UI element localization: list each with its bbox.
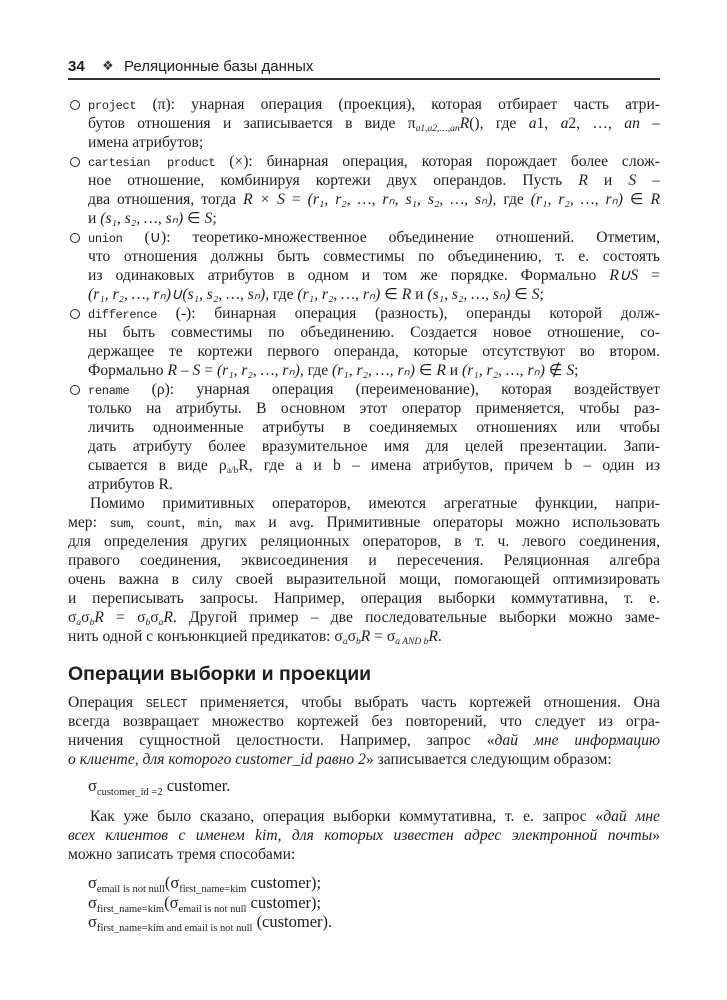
text-run: σ: [88, 873, 97, 892]
list-item: [68, 304, 660, 380]
text-line: [68, 589, 660, 608]
text-run: (×): бинарная операция, которая порождает более слож-: [215, 153, 660, 170]
code-term: difference: [88, 308, 158, 322]
text-run: (), где: [469, 115, 529, 132]
list-item: [68, 95, 660, 152]
text-run: можно записать тремя способами:: [68, 846, 296, 863]
text-line: [88, 114, 660, 133]
text-run: очень важна в силу своей выразительной мощи, помогающей оптимизировать: [68, 571, 660, 588]
text-line: [68, 693, 660, 712]
text-run: R: [428, 628, 438, 645]
subscript: first_name=kim and email is not null: [96, 923, 253, 934]
text-run: S: [628, 172, 637, 189]
text-run: (s₁, s₂, …, sₙ): [100, 210, 184, 227]
text-run: дай мне: [603, 808, 660, 825]
list-item: [68, 228, 660, 304]
list-item: [68, 152, 660, 228]
text-run: R: [578, 172, 588, 189]
text-run: только на атрибуты. В основном этот оператор применяется, чтобы раз-: [88, 400, 660, 417]
text-run: customer);: [246, 893, 322, 912]
text-run: customer.: [162, 776, 231, 795]
text-run: (σ: [164, 873, 180, 892]
text-run: дай мне информацию: [494, 732, 660, 749]
code-term: count: [146, 517, 182, 531]
text-line: [88, 95, 660, 114]
text-run: σ: [347, 628, 356, 645]
text-run: , где: [492, 191, 531, 208]
header-rule: [68, 78, 660, 80]
text-run: и: [88, 210, 101, 227]
section-heading: Операции выборки и проекции: [68, 663, 372, 685]
text-line: [88, 285, 660, 304]
text-run: R: [94, 609, 104, 626]
text-run: ;: [574, 362, 579, 379]
text-run: » записывается следующим образом:: [365, 751, 612, 768]
text-run: Операция: [68, 694, 146, 711]
text-run: R: [360, 628, 371, 645]
text-line: [88, 152, 660, 171]
text-line: [88, 247, 660, 266]
code-term: min: [197, 517, 219, 531]
text-line: [68, 845, 660, 864]
text-run: и переписывать запросы. Например, операция выборки коммутативна, т. е.: [68, 590, 660, 607]
text-line: [88, 304, 660, 323]
text-run: держащее те кортежи первого операнда, которые отсутствуют во втором.: [88, 343, 660, 360]
text-line: [68, 608, 660, 627]
text-run: S: [204, 210, 213, 227]
text-run: ,: [130, 514, 147, 531]
subscript: email is not null: [96, 884, 165, 895]
text-run: и: [411, 286, 428, 303]
text-run: Как уже было сказано, операция выборки коммутативна, т. е. запрос «: [90, 808, 604, 825]
bullet-circle-icon: [70, 233, 80, 243]
text-line: [68, 712, 660, 731]
text-line: [88, 209, 660, 228]
code-term: max: [235, 517, 256, 531]
text-run: ,: [218, 514, 236, 531]
text-run: σ: [88, 912, 97, 931]
text-run: S: [566, 362, 575, 379]
bullet-circle-icon: [70, 157, 80, 167]
text-run: (-): бинарная операция (разность), операнды которой долж-: [157, 305, 660, 322]
bullet-circle-icon: [70, 100, 80, 110]
page-number: 34: [68, 57, 85, 75]
text-run: применяется, чтобы выбрать часть кортежей отношения. Она: [187, 694, 660, 711]
text-run: и: [587, 172, 629, 189]
subscript: a AND b: [395, 637, 429, 646]
operator-bullet-list: [68, 95, 660, 494]
text-run: и: [255, 514, 290, 531]
text-run: R, где a и b – имена атрибутов, причем b – один из: [238, 457, 660, 474]
text-run: что отношения должны быть совместимы по объединению, т. е. состоять: [88, 248, 660, 265]
text-line: [68, 551, 660, 570]
text-run: Помимо примитивных операторов, имеются агрегатные функции, напри-: [90, 495, 660, 512]
text-line: [88, 342, 660, 361]
text-run: R × S: [243, 191, 285, 208]
text-line: [88, 437, 660, 456]
text-run: , где: [299, 362, 333, 379]
chapter-title: Реляционные базы данных: [124, 57, 314, 75]
subscript: b: [89, 618, 95, 627]
text-line: [88, 228, 660, 247]
text-run: (s₁, s₂, …, sₙ): [427, 286, 511, 303]
text-run: (customer).: [252, 912, 333, 931]
text-run: = σ: [103, 609, 146, 626]
text-run: всех клиентов с именем kim, для которых известен адрес электронной почты: [68, 827, 653, 844]
text-run: an: [624, 115, 640, 132]
text-line: [68, 513, 660, 532]
text-run: »: [652, 827, 660, 844]
text-run: ны быть совместимы по объединению. Создается новое отношение, со-: [88, 324, 660, 341]
text-run: =: [200, 362, 217, 379]
text-line: [68, 807, 660, 826]
text-run: мер:: [68, 514, 110, 531]
code-term: project: [88, 99, 137, 113]
text-run: имена атрибутов;: [88, 134, 204, 151]
text-run: из одинаковых атрибутов в одном и том же порядке. Формально: [88, 267, 610, 284]
text-run: (σ: [164, 893, 179, 912]
text-line: [68, 494, 660, 513]
text-line: [88, 475, 660, 494]
text-run: ;: [212, 210, 217, 227]
subscript: first_name=kim: [96, 904, 165, 915]
text-run: (r₁, r₂, …, rₙ): [462, 362, 545, 379]
text-run: атрибутов R.: [88, 476, 173, 493]
text-run: S: [531, 286, 540, 303]
text-run: и: [445, 362, 463, 379]
text-run: 2, …,: [568, 115, 625, 132]
subscript: a1,a2,…,an: [415, 124, 460, 133]
code-term: avg: [289, 517, 311, 531]
text-run: R: [401, 286, 412, 303]
subscript: a: [76, 618, 82, 627]
text-run: всегда возвращает множество кортежей без повторений, что следует из огра-: [68, 713, 660, 730]
code-term: union: [88, 232, 123, 246]
text-run: (r₁, r₂, …, rₙ): [216, 362, 300, 379]
text-run: =: [284, 191, 308, 208]
ornament-icon: ❖: [102, 58, 114, 73]
code-term: sum: [109, 517, 131, 531]
text-run: ∈: [414, 362, 437, 379]
text-run: –: [639, 115, 660, 132]
text-run: бутов отношения и записывается в виде π: [88, 115, 416, 132]
formula-line: [88, 893, 321, 913]
paragraph-select: [68, 693, 660, 769]
text-line: [88, 456, 660, 475]
text-run: ;: [539, 286, 544, 303]
text-run: R: [436, 362, 446, 379]
text-line: [88, 323, 660, 342]
text-run: (∪): теоретико-множественное объединение отношений. Отметим,: [122, 229, 660, 246]
subscript: customer_id =2: [96, 787, 163, 798]
text-run: о клиенте, для которого customer_id равно 2: [68, 751, 366, 768]
subscript: a: [158, 618, 164, 627]
text-line: [88, 399, 660, 418]
text-run: дать атрибуту более вразумительное имя для целей презентации. Запи-: [88, 438, 660, 455]
text-run: сывается в виде ρ: [88, 457, 227, 474]
text-run: (ρ): унарная операция (переименование), которая воздействует: [129, 381, 660, 398]
text-run: ∈: [380, 286, 402, 303]
text-line: [68, 731, 660, 750]
paragraph-commutative: [68, 807, 660, 864]
text-line: [88, 266, 660, 285]
text-run: . Другой пример – две последовательные выборки можно заме-: [172, 609, 660, 626]
text-line: [68, 532, 660, 551]
text-run: ,: [181, 514, 198, 531]
bullet-circle-icon: [70, 385, 80, 395]
list-item: [68, 380, 660, 494]
text-run: R: [163, 609, 173, 626]
text-run: –: [636, 172, 660, 189]
code-term: rename: [88, 384, 130, 398]
text-run: σ: [81, 609, 90, 626]
text-line: [88, 171, 660, 190]
text-run: , где: [265, 286, 298, 303]
text-run: ∈: [622, 191, 651, 208]
subscript: first_name=kim: [179, 884, 247, 895]
text-line: [68, 627, 660, 646]
subscript: email is not null: [178, 904, 247, 915]
text-run: личить одноименные атрибуты в соединяемых отношениях или чтобы: [88, 419, 660, 436]
text-run: ∉: [544, 362, 567, 379]
text-run: σ: [68, 609, 77, 626]
paragraph-aggregates: [68, 494, 660, 646]
formula-customer-id: [88, 776, 230, 796]
text-run: (π): унарная операция (проекция), которая отбирает часть атри-: [136, 96, 660, 113]
text-run: .: [437, 628, 442, 645]
bullet-circle-icon: [70, 309, 80, 319]
text-run: нить одной с конъюнкцией предикатов: σ: [68, 628, 343, 645]
text-run: ничения сущностной целостности. Например, запрос «: [68, 732, 495, 749]
text-run: (r₁, r₂, …, rₙ)∪(s₁, s₂, …, sₙ): [88, 286, 266, 303]
text-run: ∈: [183, 210, 205, 227]
text-run: (r₁, r₂, …, rₙ, s₁, s₂, …, sₙ): [307, 191, 493, 208]
formula-line: [88, 873, 321, 893]
subscript: a/b: [226, 466, 239, 475]
text-line: [88, 133, 660, 152]
text-run: a: [560, 115, 569, 132]
text-run: (r₁, r₂, …, rₙ): [297, 286, 381, 303]
subscript: a: [342, 637, 348, 646]
text-run: для определения других реляционных операторов, в т. ч. левого соединения,: [68, 533, 660, 550]
text-run: (r₁, r₂, …, rₙ): [530, 191, 623, 208]
text-run: R: [459, 115, 470, 132]
text-run: σ: [88, 893, 97, 912]
text-run: ∈: [510, 286, 532, 303]
text-line: [68, 750, 660, 769]
text-run: R∪S: [609, 267, 639, 284]
code-term: cartesian product: [88, 156, 216, 170]
text-run: R: [650, 191, 660, 208]
subscript: b: [145, 618, 151, 627]
text-run: 1,: [536, 115, 561, 132]
text-line: [68, 826, 660, 845]
running-header: [68, 56, 660, 76]
text-run: правого соединения, эквисоединения и пересечения. Реляционная алгебра: [68, 552, 660, 569]
text-line: [88, 190, 660, 209]
text-run: ное отношение, комбинируя кортежи двух операндов. Пусть: [88, 172, 579, 189]
text-run: σ: [88, 776, 97, 795]
text-run: Формально: [88, 362, 168, 379]
text-line: [88, 361, 660, 380]
text-run: σ: [150, 609, 159, 626]
formula-line: [88, 912, 332, 932]
subscript: b: [355, 637, 361, 646]
text-run: a: [528, 115, 537, 132]
text-line: [88, 418, 660, 437]
text-run: (r₁, r₂, …, rₙ): [332, 362, 415, 379]
text-line: [68, 570, 660, 589]
text-run: customer);: [246, 873, 322, 892]
text-run: . Примитивные операторы можно использовать: [310, 514, 660, 531]
text-run: R – S: [167, 362, 201, 379]
text-run: = σ: [370, 628, 396, 645]
text-run: =: [638, 267, 660, 284]
text-line: [88, 380, 660, 399]
code-term: SELECT: [145, 697, 188, 711]
text-run: два отношения, тогда: [88, 191, 244, 208]
